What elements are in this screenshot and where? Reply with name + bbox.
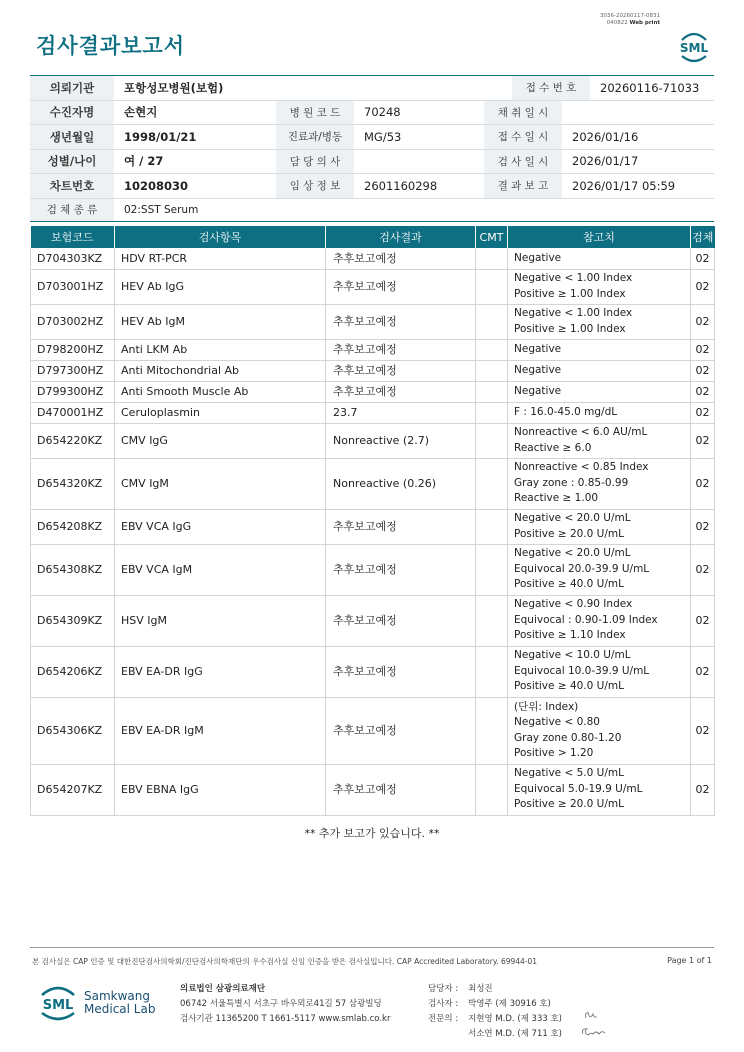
cell-reference [508, 360, 691, 381]
cell-specimen: 02 [691, 360, 715, 381]
staff-row [428, 1027, 562, 1042]
reference-line: Negative < 20.0 U/mL [514, 547, 631, 560]
reference-line: Negative < 10.0 U/mL [514, 649, 631, 662]
dob-label: 생년월일 [30, 125, 114, 149]
cell-code: D704303KZ [31, 248, 115, 269]
cell-result: 추후보고예정 [326, 764, 476, 815]
doctor-label: 담 당 의 사 [276, 150, 354, 174]
staff-row [428, 997, 562, 1012]
table-row [31, 402, 715, 423]
results-table [30, 226, 715, 816]
cell-result: 추후보고예정 [326, 595, 476, 646]
collect-date-label: 채 취 일 시 [484, 101, 562, 125]
cell-code: D703001HZ [31, 269, 115, 304]
cell-code: D654207KZ [31, 764, 115, 815]
staff-list [428, 982, 562, 1042]
cell-code: D799300HZ [31, 381, 115, 402]
cell-item: HDV RT-PCR [115, 248, 326, 269]
reference-line: Positive ≥ 1.00 Index [514, 287, 626, 300]
cell-specimen: 02 [691, 764, 715, 815]
reference-line: Nonreactive < 0.85 Index [514, 461, 649, 474]
info-row-specimen [30, 199, 714, 222]
receipt-no-value: 20260116-71033 [600, 80, 700, 95]
cell-reference [508, 595, 691, 646]
cell-cmt [476, 458, 508, 509]
print-label: Web print [629, 20, 660, 26]
table-row [31, 339, 715, 360]
reference-line: (단위: Index) [514, 700, 579, 713]
name-label: 수진자명 [30, 101, 114, 125]
hospital-code-label: 병 원 코 드 [276, 101, 354, 125]
table-row [31, 595, 715, 646]
sml-logo-text: SML [679, 41, 709, 55]
cell-result: 추후보고예정 [326, 304, 476, 339]
cell-reference [508, 381, 691, 402]
cell-result: 추후보고예정 [326, 509, 476, 544]
cell-reference [508, 697, 691, 764]
staff-role: 전문의 : [428, 1014, 459, 1024]
info-row-chart-no [30, 174, 714, 199]
dept-value: MG/53 [364, 129, 402, 144]
reference-line: Equivocal 5.0-19.9 U/mL [514, 782, 643, 795]
organization-info [180, 982, 390, 1027]
table-row [31, 544, 715, 595]
specimen-value: 02:SST Serum [124, 203, 199, 216]
signature-icon [580, 1008, 610, 1040]
chart-no-label: 차트번호 [30, 174, 114, 198]
samkwang-logo-text: SML [42, 998, 74, 1013]
cell-reference [508, 423, 691, 458]
cell-item: Ceruloplasmin [115, 402, 326, 423]
cell-reference [508, 248, 691, 269]
cell-code: D654306KZ [31, 697, 115, 764]
organization-name: 의료법인 삼광의료재단 [180, 984, 266, 994]
clinical-label: 임 상 정 보 [276, 174, 354, 198]
cell-reference [508, 646, 691, 697]
table-row [31, 458, 715, 509]
receipt-date-label: 접 수 일 시 [484, 125, 562, 149]
clinical-value: 2601160298 [364, 178, 438, 193]
reference-line: Negative < 20.0 U/mL [514, 512, 631, 524]
reference-line: Gray zone 0.80-1.20 [514, 731, 622, 744]
cell-result: 23.7 [326, 402, 476, 423]
cell-cmt [476, 304, 508, 339]
reference-line: F : 16.0-45.0 mg/dL [514, 405, 618, 418]
table-row [31, 304, 715, 339]
document-id [600, 13, 660, 27]
reference-line: Equivocal : 0.90-1.09 Index [514, 613, 658, 626]
cell-result: 추후보고예정 [326, 646, 476, 697]
table-row [31, 360, 715, 381]
cell-result: 추후보고예정 [326, 248, 476, 269]
cell-specimen: 02 [691, 458, 715, 509]
reference-line: Positive ≥ 20.0 U/mL [514, 527, 624, 540]
reference-line: Negative [514, 251, 562, 264]
cell-code: D654220KZ [31, 423, 115, 458]
cell-item: HEV Ab IgG [115, 269, 326, 304]
cell-item: Anti LKM Ab [115, 339, 326, 360]
cell-item: CMV IgM [115, 458, 326, 509]
requester-value: 포항성모병원(보험) [124, 80, 224, 95]
cell-item: EBV EA-DR IgM [115, 697, 326, 764]
reference-line: Positive ≥ 40.0 U/mL [514, 578, 624, 591]
cell-item: Anti Mitochondrial Ab [115, 360, 326, 381]
specimen-label: 검 체 종 류 [30, 199, 114, 221]
doctor-value [354, 150, 484, 174]
cell-specimen: 02 [691, 697, 715, 764]
table-row [31, 697, 715, 764]
reference-line: Negative [514, 342, 562, 355]
reference-line: Equivocal 10.0-39.9 U/mL [514, 664, 650, 677]
info-row-name [30, 101, 714, 126]
cell-result: 추후보고예정 [326, 381, 476, 402]
cell-code: D654208KZ [31, 509, 115, 544]
name-value: 손현지 [124, 105, 158, 120]
staff-name: 박영주 (제 30916 호) [468, 999, 551, 1009]
cell-specimen: 02 [691, 339, 715, 360]
table-row [31, 423, 715, 458]
chart-no-value: 10208030 [124, 178, 189, 193]
cell-code: D797300HZ [31, 360, 115, 381]
reference-line: Gray zone : 0.85-0.99 [514, 476, 629, 489]
dob-value: 1998/01/21 [124, 129, 197, 144]
dept-label: 진료과/병동 [276, 125, 354, 149]
cell-result: 추후보고예정 [326, 269, 476, 304]
cell-specimen: 02 [691, 595, 715, 646]
cell-specimen: 02 [691, 269, 715, 304]
cell-specimen: 02 [691, 544, 715, 595]
cell-code: D703002HZ [31, 304, 115, 339]
cell-result: 추후보고예정 [326, 697, 476, 764]
cell-reference [508, 339, 691, 360]
cell-item: HSV IgM [115, 595, 326, 646]
reference-line: Positive ≥ 20.0 U/mL [514, 798, 624, 811]
staff-row [428, 1012, 562, 1027]
cell-code: D654206KZ [31, 646, 115, 697]
table-row [31, 269, 715, 304]
footer-divider [30, 947, 714, 948]
info-row-sex-age [30, 150, 714, 175]
table-row [31, 646, 715, 697]
document-id-line1: 3036-20260117-0831 [600, 13, 660, 19]
lab-brand-name [84, 990, 155, 1016]
staff-role: 검사자 : [428, 999, 459, 1009]
receipt-date-value: 2026/01/16 [572, 129, 639, 144]
cell-code: D470001HZ [31, 402, 115, 423]
reference-line: Reactive ≥ 1.00 [514, 492, 599, 505]
cell-cmt [476, 269, 508, 304]
reference-line: Negative < 1.00 Index [514, 272, 633, 284]
reference-line: Equivocal 20.0-39.9 U/mL [514, 562, 650, 575]
cell-result: Nonreactive (2.7) [326, 423, 476, 458]
reference-line: Negative < 1.00 Index [514, 307, 633, 319]
cell-cmt [476, 764, 508, 815]
cell-specimen: 02 [691, 381, 715, 402]
reference-line: Negative < 5.0 U/mL [514, 767, 624, 780]
staff-row [428, 982, 562, 997]
document-id-line2: 040822 [606, 20, 628, 26]
document-title: 검사결과보고서 [36, 34, 186, 58]
info-row-dob [30, 125, 714, 150]
receipt-no-label: 접 수 번 호 [512, 76, 590, 100]
cell-reference [508, 764, 691, 815]
cell-cmt [476, 646, 508, 697]
cell-reference [508, 269, 691, 304]
samkwang-logo-icon [36, 982, 80, 1022]
reference-line: Positive ≥ 40.0 U/mL [514, 680, 624, 693]
reference-line: Reactive ≥ 6.0 [514, 441, 592, 454]
cell-specimen: 02 [691, 646, 715, 697]
cell-item: EBV EA-DR IgG [115, 646, 326, 697]
reference-line: Nonreactive < 6.0 AU/mL [514, 426, 648, 438]
results-body [31, 248, 715, 815]
cell-result: Nonreactive (0.26) [326, 458, 476, 509]
cell-reference [508, 304, 691, 339]
cell-specimen: 02 [691, 248, 715, 269]
col-header-specimen: 검체 [691, 226, 715, 248]
hospital-code-value: 70248 [364, 105, 401, 120]
staff-name: 지현영 M.D. (제 333 호) [468, 1014, 563, 1024]
cell-cmt [476, 423, 508, 458]
cell-cmt [476, 697, 508, 764]
col-header-code: 보험코드 [31, 226, 115, 248]
cell-reference [508, 544, 691, 595]
cell-code: D654320KZ [31, 458, 115, 509]
cell-code: D654308KZ [31, 544, 115, 595]
staff-role: 담당자 : [428, 984, 459, 994]
reference-line: Negative [514, 384, 562, 397]
table-row [31, 248, 715, 269]
cell-cmt [476, 509, 508, 544]
table-row [31, 509, 715, 544]
test-date-label: 검 사 일 시 [484, 150, 562, 174]
cell-result: 추후보고예정 [326, 360, 476, 381]
cell-reference [508, 458, 691, 509]
lab-brand-line2: Medical Lab [84, 1002, 156, 1016]
info-row-requester [30, 76, 714, 101]
organization-address: 06742 서울특별시 서초구 바우뫼로41길 57 삼광빌딩 [180, 999, 382, 1009]
cell-reference [508, 402, 691, 423]
sml-logo-icon [674, 26, 714, 66]
certification-text: 본 검사실은 CAP 인증 및 대한진단검사의학회/진단검사의학재단의 우수검사실 신임 인증을 받은 검사실입니다. CAP Accredited Laboratory. 69944-01 [32, 957, 538, 966]
cell-item: Anti Smooth Muscle Ab [115, 381, 326, 402]
table-row [31, 381, 715, 402]
staff-role [428, 1027, 468, 1042]
cell-cmt [476, 339, 508, 360]
cell-specimen: 02 [691, 423, 715, 458]
cell-cmt [476, 595, 508, 646]
cell-item: EBV EBNA IgG [115, 764, 326, 815]
cell-item: CMV IgG [115, 423, 326, 458]
cell-specimen: 02 [691, 304, 715, 339]
sex-age-label: 성별/나이 [30, 150, 114, 174]
cell-item: EBV VCA IgG [115, 509, 326, 544]
col-header-item: 검사항목 [115, 226, 326, 248]
cell-cmt [476, 402, 508, 423]
sex-age-value: 여 / 27 [124, 154, 164, 169]
test-date-value: 2026/01/17 [572, 154, 639, 169]
additional-report-note: ** 추가 보고가 있습니다. ** [304, 827, 440, 840]
cell-cmt [476, 248, 508, 269]
reference-line: Positive > 1.20 [514, 747, 594, 759]
col-header-reference: 참고치 [508, 226, 691, 248]
cell-code: D798200HZ [31, 339, 115, 360]
cell-reference [508, 509, 691, 544]
reference-line: Positive ≥ 1.00 Index [514, 322, 626, 335]
cell-specimen: 02 [691, 509, 715, 544]
page-number: Page 1 of 1 [667, 956, 712, 965]
report-date-label: 결 과 보 고 [484, 174, 562, 198]
collect-date-value [562, 101, 714, 125]
report-date-value: 2026/01/17 05:59 [572, 178, 676, 193]
cell-cmt [476, 544, 508, 595]
cell-result: 추후보고예정 [326, 339, 476, 360]
results-header-row [31, 226, 715, 248]
reference-line: Negative [514, 363, 562, 376]
staff-name: 최성진 [468, 984, 493, 994]
table-row [31, 764, 715, 815]
staff-name: 서소연 M.D. (제 711 호) [468, 1029, 563, 1039]
cell-item: HEV Ab IgM [115, 304, 326, 339]
organization-contact: 검사기관 11365200 T 1661-5117 www.smlab.co.kr [180, 1014, 391, 1024]
reference-line: Negative < 0.80 [514, 716, 600, 728]
patient-info [30, 75, 714, 222]
cell-result: 추후보고예정 [326, 544, 476, 595]
col-header-cmt: CMT [476, 226, 508, 248]
cell-cmt [476, 360, 508, 381]
lab-brand-line1: Samkwang [84, 989, 150, 1003]
cell-cmt [476, 381, 508, 402]
col-header-result: 검사결과 [326, 226, 476, 248]
requester-label: 의뢰기관 [30, 76, 114, 100]
cell-item: EBV VCA IgM [115, 544, 326, 595]
cell-code: D654309KZ [31, 595, 115, 646]
cell-specimen: 02 [691, 402, 715, 423]
reference-line: Negative < 0.90 Index [514, 598, 633, 611]
reference-line: Positive ≥ 1.10 Index [514, 629, 626, 642]
